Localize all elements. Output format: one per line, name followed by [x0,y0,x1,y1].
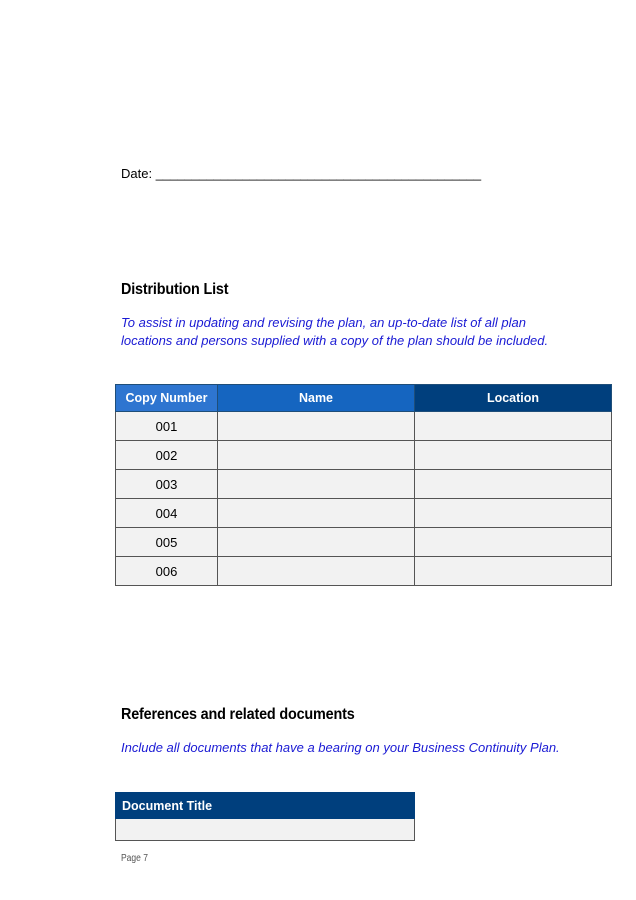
name-cell[interactable] [218,557,415,586]
table-row [116,557,612,586]
copy-number-cell: 004 [116,499,218,528]
column-header-document-title: Document Title [116,793,415,819]
copy-number-cell: 005 [116,528,218,557]
document-title-cell[interactable] [116,819,415,841]
location-cell[interactable] [415,557,612,586]
document-title-table [115,792,415,841]
distribution-table-header [116,385,612,412]
location-cell[interactable] [415,412,612,441]
column-header-name: Name [218,385,415,412]
date-field [121,166,481,181]
location-cell[interactable] [415,528,612,557]
location-cell[interactable] [415,441,612,470]
page-number [121,853,148,864]
page-number-value: 7 [143,853,148,864]
table-row [116,412,612,441]
date-blank-line[interactable]: _____________________________________________ [155,166,482,181]
table-row [116,819,415,841]
table-row [116,528,612,557]
references-note: Include all documents that have a bearing on your Business Continuity Plan. [121,740,560,755]
distribution-list-note: To assist in updating and revising the plan, an up-to-date list of all plan locations and persons supplied with a copy of the plan should be included. [121,315,549,348]
references-heading: References and related documents [121,706,355,723]
table-row [116,499,612,528]
distribution-list-heading: Distribution List [121,281,229,298]
copy-number-cell: 006 [116,557,218,586]
table-row [116,470,612,499]
location-cell[interactable] [415,470,612,499]
column-header-copy-number: Copy Number [116,385,218,412]
page-label: Page [121,853,141,864]
table-row [116,441,612,470]
name-cell[interactable] [218,528,415,557]
copy-number-cell: 003 [116,470,218,499]
name-cell[interactable] [218,441,415,470]
location-cell[interactable] [415,499,612,528]
name-cell[interactable] [218,499,415,528]
copy-number-cell: 002 [116,441,218,470]
distribution-table [115,384,612,586]
date-label: Date: [121,166,153,181]
column-header-location: Location [415,385,612,412]
copy-number-cell: 001 [116,412,218,441]
name-cell[interactable] [218,470,415,499]
name-cell[interactable] [218,412,415,441]
document-table-header [116,793,415,819]
